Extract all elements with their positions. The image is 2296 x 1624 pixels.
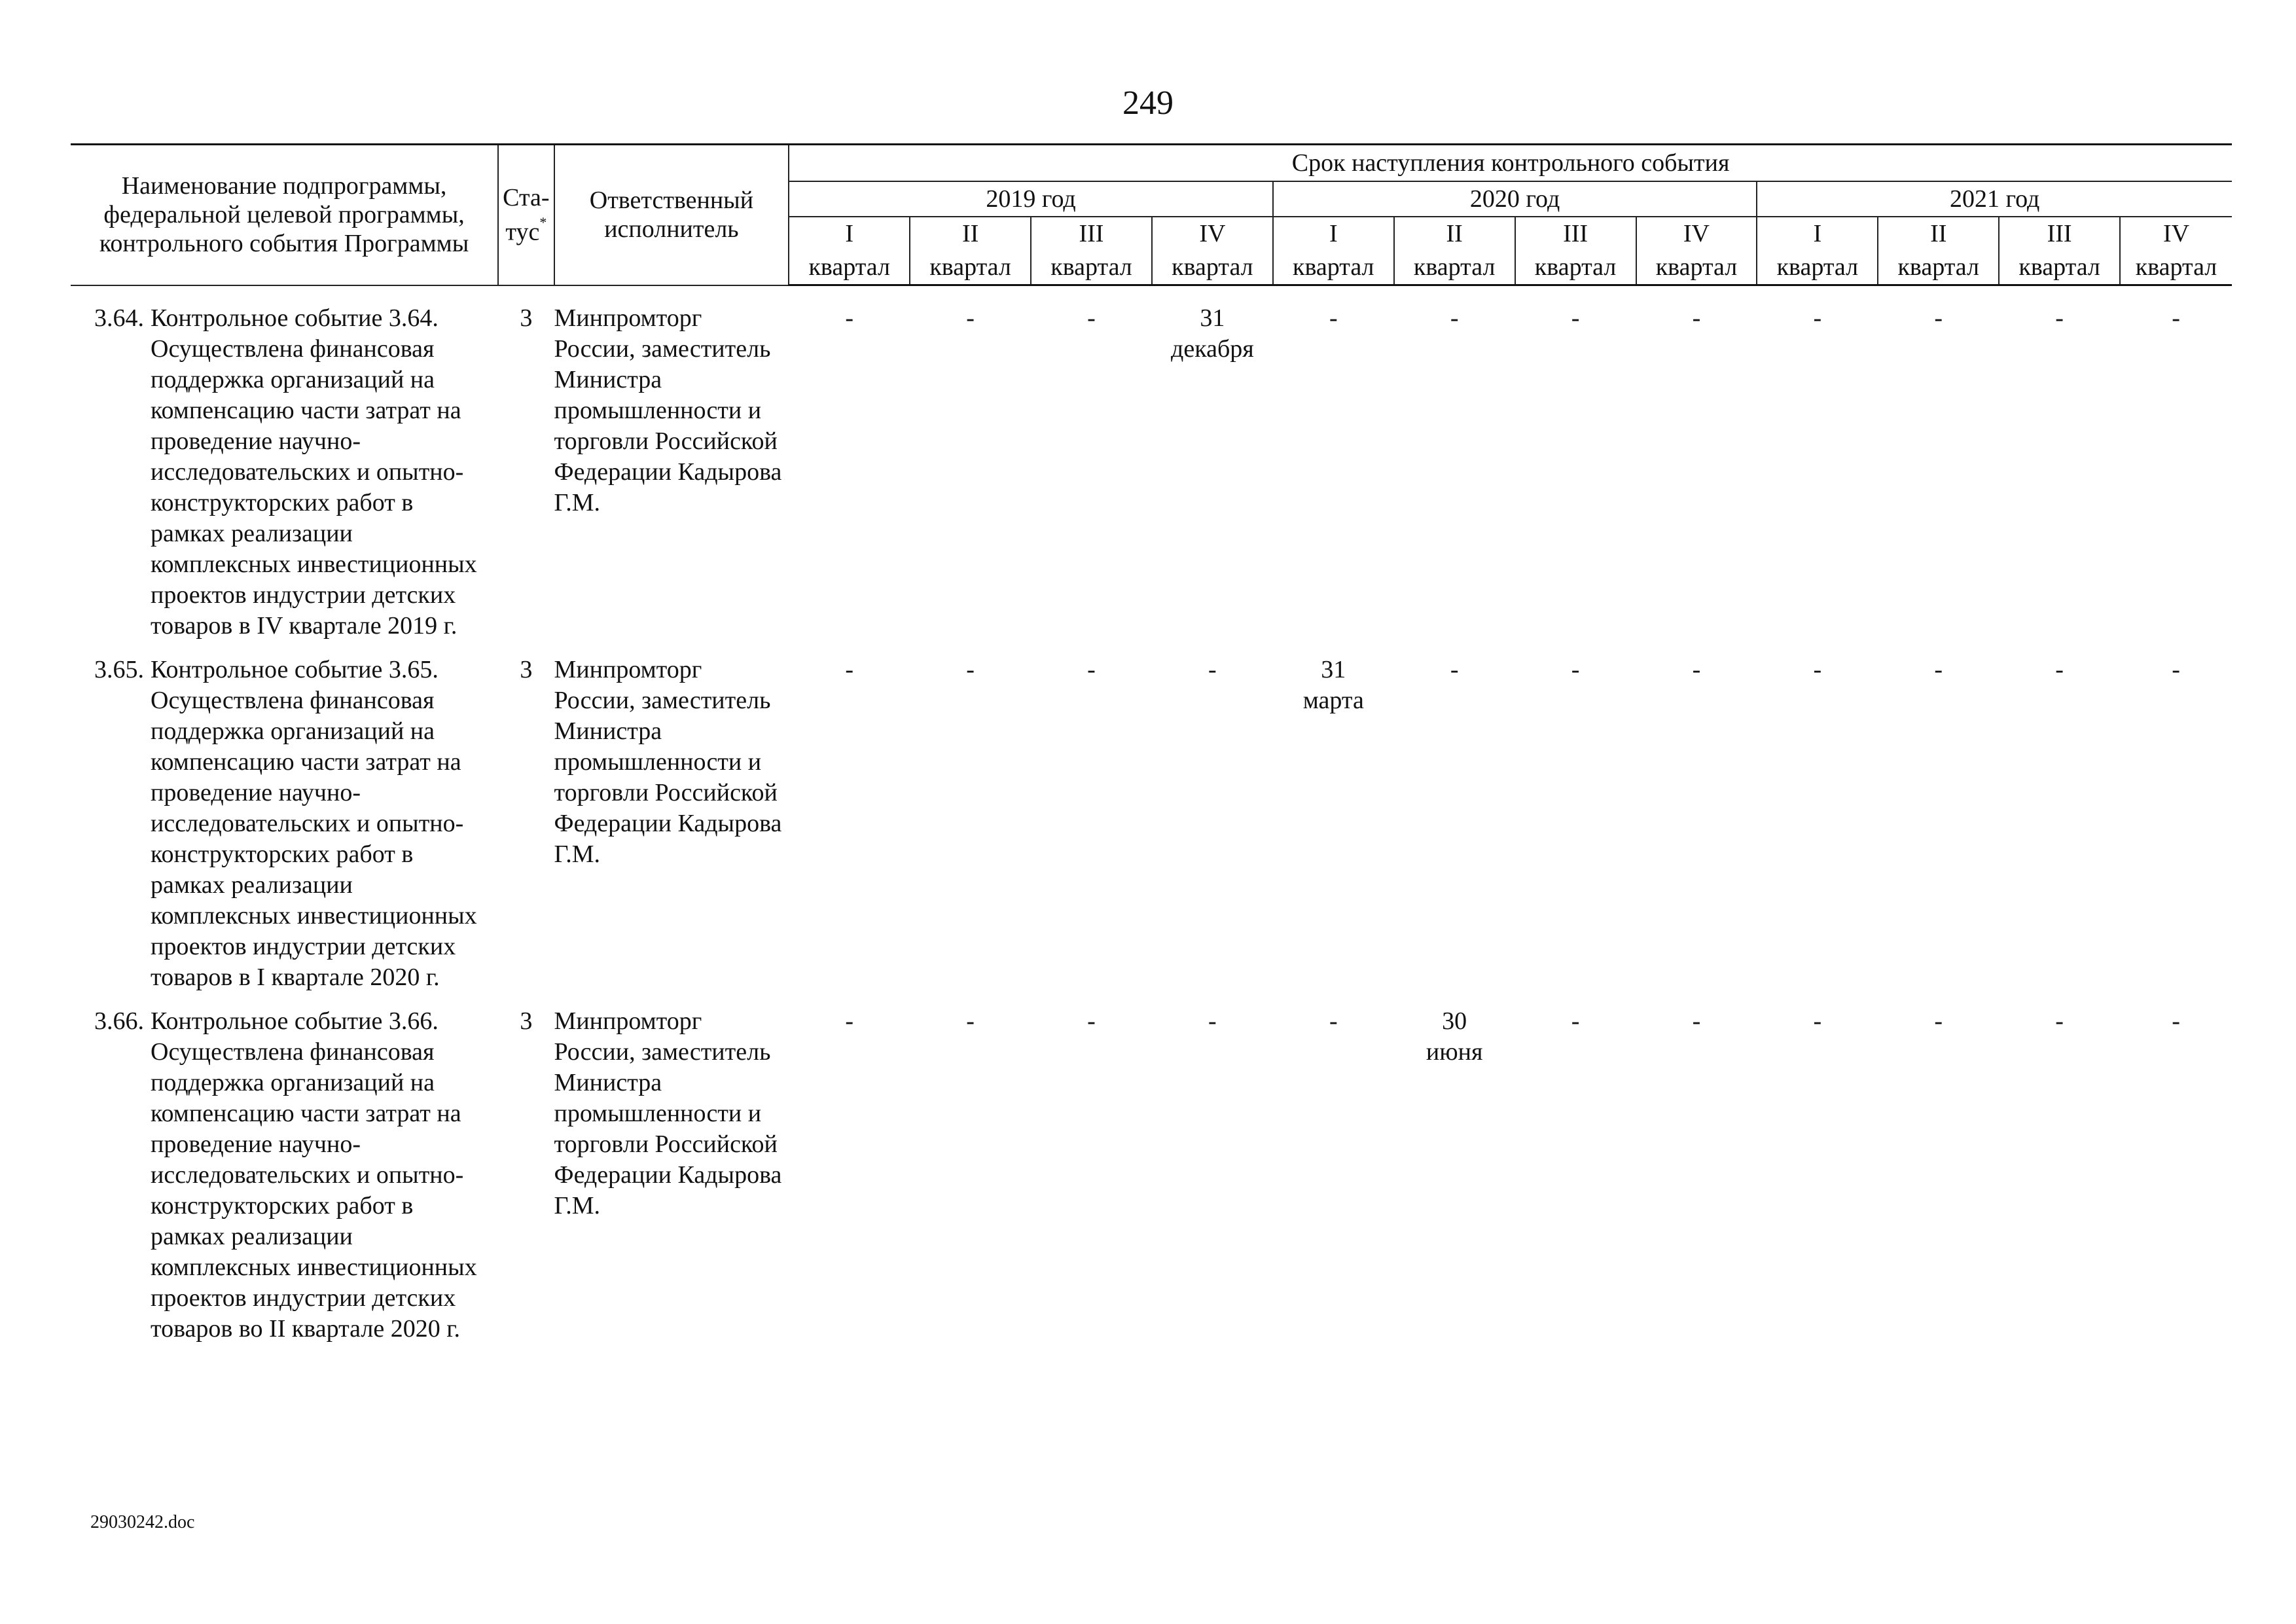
quarter-deadline-date xyxy=(1273,655,1394,1006)
event-number: 3.65. xyxy=(94,656,144,683)
event-executor: Минпромторг России, заместитель Министра промышленности и торговли Российской Федерации Кадырова Г.М. xyxy=(554,1007,782,1219)
quarter-empty-mark: - xyxy=(2172,304,2180,332)
header-quarter-word: квартал xyxy=(1757,250,1878,285)
quarter-empty-mark: - xyxy=(1087,304,1096,332)
quarter-empty-mark: - xyxy=(1087,1007,1096,1035)
event-status: 3 xyxy=(520,656,533,683)
quarter-empty-mark: - xyxy=(1208,1007,1217,1035)
quarter-empty-mark: - xyxy=(1692,304,1701,332)
quarter-empty-mark: - xyxy=(1087,656,1096,683)
quarter-empty-mark: - xyxy=(1934,304,1943,332)
event-row xyxy=(71,655,2232,1006)
event-name: Контрольное событие 3.66. Осуществлена финансовая поддержка организаций на компенсацию части затрат на проведение научно-исследовательских и опытно-конструкторских работ в рамках реализации комплексных инвестиционных проектов индустрии детских товаров во II квартале 2020 г. xyxy=(151,1007,477,1343)
event-name: Контрольное событие 3.64. Осуществлена финансовая поддержка организаций на компенсацию части затрат на проведение научно-исследовательских и опытно-конструкторских работ в рамках реализации комплексных инвестиционных проектов индустрии детских товаров в IV квартале 2019 г. xyxy=(151,304,477,640)
header-quarter-word: квартал xyxy=(789,250,910,285)
header-quarter-numeral: IV xyxy=(2120,217,2232,250)
header-quarter-word: квартал xyxy=(1394,250,1515,285)
footer-document-code: 29030242.doc xyxy=(90,1512,195,1532)
quarter-empty-mark: - xyxy=(2172,656,2180,683)
quarter-empty-mark: - xyxy=(1934,656,1943,683)
table-header xyxy=(71,145,2232,285)
quarter-empty-mark: - xyxy=(845,304,854,332)
event-executor: Минпромторг России, заместитель Министра промышленности и торговли Российской Федерации Кадырова Г.М. xyxy=(554,304,782,516)
event-name-cell xyxy=(71,655,498,1006)
header-quarter-numeral: III xyxy=(1515,217,1636,250)
quarter-empty-mark: - xyxy=(845,1007,854,1035)
deadline-day: 31 xyxy=(1321,656,1346,683)
quarter-empty-mark: - xyxy=(1571,1007,1580,1035)
quarter-empty-mark: - xyxy=(1692,656,1701,683)
quarter-empty-mark: - xyxy=(2055,656,2064,683)
page-number: 249 xyxy=(1122,84,1174,122)
quarter-empty-mark: - xyxy=(1450,656,1459,683)
quarter-empty-mark: - xyxy=(966,656,975,683)
deadline-day: 31 xyxy=(1200,304,1225,332)
event-number: 3.66. xyxy=(94,1007,144,1035)
event-executor: Минпромторг России, заместитель Министра промышленности и торговли Российской Федерации Кадырова Г.М. xyxy=(554,656,782,868)
header-name-column: Наименование подпрограммы, федеральной целевой программы, контрольного события Программы xyxy=(71,145,498,285)
quarter-empty-mark: - xyxy=(2055,1007,2064,1035)
header-status-line1: Ста- xyxy=(503,183,550,211)
header-quarter-numeral: IV xyxy=(1152,217,1273,250)
header-quarter-word: квартал xyxy=(2120,250,2232,285)
header-quarter-numeral: II xyxy=(1394,217,1515,250)
quarter-empty-mark: - xyxy=(2055,304,2064,332)
quarter-empty-mark: - xyxy=(2172,1007,2180,1035)
header-quarter-word: квартал xyxy=(1878,250,1999,285)
header-quarter-numeral: I xyxy=(1757,217,1878,250)
header-status-line2: тус xyxy=(505,218,540,246)
events-body xyxy=(71,285,2232,1358)
header-quarter-word: квартал xyxy=(1031,250,1152,285)
quarter-empty-mark: - xyxy=(966,304,975,332)
header-year-1: 2019 год xyxy=(789,181,1273,217)
quarter-empty-mark: - xyxy=(966,1007,975,1035)
header-quarter-numeral: I xyxy=(789,217,910,250)
deadline-month: декабря xyxy=(1171,335,1254,363)
quarter-empty-mark: - xyxy=(1329,1007,1338,1035)
quarter-deadline-date xyxy=(1394,1006,1515,1358)
deadline-day: 30 xyxy=(1442,1007,1467,1035)
header-quarter-numeral: I xyxy=(1273,217,1394,250)
quarter-empty-mark: - xyxy=(1450,304,1459,332)
event-number: 3.64. xyxy=(94,304,144,332)
quarter-empty-mark: - xyxy=(1571,656,1580,683)
header-year-2: 2020 год xyxy=(1273,181,1757,217)
event-status: 3 xyxy=(520,1007,533,1035)
header-quarter-word: квартал xyxy=(1515,250,1636,285)
header-quarter-word: квартал xyxy=(1999,250,2120,285)
quarter-empty-mark: - xyxy=(1813,304,1822,332)
header-quarter-numeral: III xyxy=(1999,217,2120,250)
header-quarter-numeral: II xyxy=(1878,217,1999,250)
quarter-empty-mark: - xyxy=(1329,304,1338,332)
header-status-star: * xyxy=(539,213,547,230)
deadline-month: июня xyxy=(1426,1038,1483,1066)
quarter-empty-mark: - xyxy=(1208,656,1217,683)
event-name-cell xyxy=(71,1006,498,1358)
quarter-empty-mark: - xyxy=(1813,656,1822,683)
event-status: 3 xyxy=(520,304,533,332)
header-quarter-numeral: II xyxy=(910,217,1031,250)
header-year-3: 2021 год xyxy=(1757,181,2232,217)
event-row xyxy=(71,1006,2232,1358)
header-status-column xyxy=(498,145,554,285)
quarter-empty-mark: - xyxy=(1692,1007,1701,1035)
event-name: Контрольное событие 3.65. Осуществлена финансовая поддержка организаций на компенсацию части затрат на проведение научно-исследовательских и опытно-конструкторских работ в рамках реализации комплексных инвестиционных проектов индустрии детских товаров в I квартале 2020 г. xyxy=(151,656,477,991)
quarter-deadline-date xyxy=(1152,303,1273,655)
header-quarter-numeral: III xyxy=(1031,217,1152,250)
header-quarter-word: квартал xyxy=(910,250,1031,285)
event-name-cell xyxy=(71,303,498,655)
control-events-table xyxy=(71,143,2232,1358)
quarter-empty-mark: - xyxy=(845,656,854,683)
event-row xyxy=(71,303,2232,655)
header-quarter-numeral: IV xyxy=(1636,217,1757,250)
header-deadline-group: Срок наступления контрольного события xyxy=(789,145,2232,182)
quarter-empty-mark: - xyxy=(1571,304,1580,332)
header-quarter-word: квартал xyxy=(1152,250,1273,285)
deadline-month: марта xyxy=(1302,687,1364,714)
header-quarter-word: квартал xyxy=(1273,250,1394,285)
header-executor-column: Ответственный исполнитель xyxy=(554,145,789,285)
header-quarter-word: квартал xyxy=(1636,250,1757,285)
quarter-empty-mark: - xyxy=(1934,1007,1943,1035)
quarter-empty-mark: - xyxy=(1813,1007,1822,1035)
